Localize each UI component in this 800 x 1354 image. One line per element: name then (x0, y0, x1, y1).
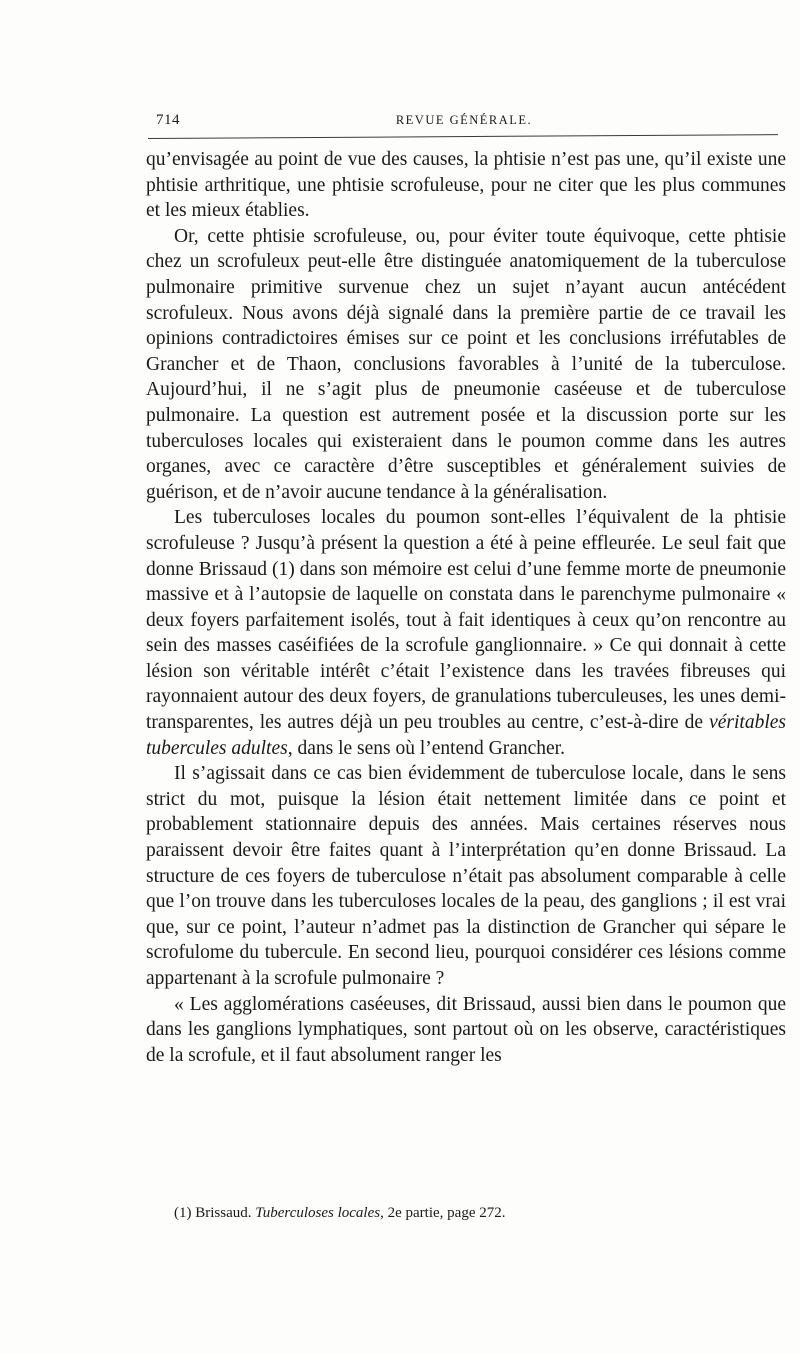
paragraph-4: Il s’agissait dans ce cas bien évidemment de tuberculose locale, dans le sens strict du mot, puisque la lésion était nettement limitée dans ce point et probablement stationnaire depuis des années. Mais certaines réserves nous paraissent devoir être faites quant à l’interprétation qu’en donne Brissaud. La structure de ces foyers de tuberculose n’était pas absolument comparable à celle que l’on trouve dans les tuberculoses locales de la peau, des ganglions ; il est vrai que, sur ce point, l’auteur n’admet pas la distinction de Grancher qui sépare le scrofulome du tubercule. En second lieu, pourquoi considérer ces lésions comme appartenant à la scrofule pulmonaire ? (146, 763, 786, 989)
footnote-reference: (1) (272, 558, 295, 580)
paragraph-3 (146, 505, 786, 761)
paragraph-1: qu’envisagée au point de vue des causes, la phtisie n’est pas une, qu’il existe une phtisie arthritique, une phtisie scrofuleuse, pour ne citer que les plus communes et les mieux établies. (146, 149, 786, 222)
paragraph-3-part-b: dans son mémoire est celui d’une femme morte de pneumonie massive et à l’autopsie de laquelle on constata dans le parenchyme pulmonaire « deux foyers parfaitement isolés, tout à fait identiques à ceux qu’on rencontre au sein des masses caséifiées de la scrofule ganglionnaire. » Ce qui donnait à cette lésion son véritable intérêt c’était l’existence dans les travées fibreuses qui rayonnaient autour des deux foyers, de granulations tuberculeuses, les unes demi-transparentes, les autres déjà un peu troubles au centre, c’est-à-dire de (146, 558, 786, 734)
footnote (174, 1203, 505, 1223)
footnote-title: Tuberculoses locales (255, 1205, 381, 1221)
page-header (148, 112, 780, 136)
paragraph-3-part-a: Les tuberculoses locales du poumon sont-elles l’équivalent de la phtisie scrofuleuse ? Jusqu’à présent la question a été à peine effleurée. Le seul fait que donne Brissaud (146, 507, 786, 580)
body-text (146, 147, 786, 1068)
paragraph-3-part-c: , dans le sens où l’entend Grancher. (287, 737, 565, 759)
paragraph-2: Or, cette phtisie scrofuleuse, ou, pour éviter toute équivoque, cette phtisie chez un scrofuleux peut-elle être distinguée anatomiquement de la tuberculose pulmonaire primitive survenue chez un sujet n’ayant aucun antécédent scrofuleux. Nous avons déjà signalé dans la première partie de ce travail les opinions contradictoires émises sur ce point et les conclusions irréfutables de Grancher et de Thaon, conclusions favorables à l’unité de la tuberculose. Aujourd’hui, il ne s’agit plus de pneumonie caséeuse et de tuberculose pulmonaire. La question est autrement posée et la discussion porte sur les tuberculoses locales qui existeraient dans le poumon comme dans les autres organes, avec ce caractère d’être susceptibles et généralement suivies de guérison, et de n’avoir aucune tendance à la généralisation. (146, 225, 786, 503)
running-title: REVUE GÉNÉRALE. (395, 113, 533, 127)
page-number: 714 (156, 112, 180, 128)
footnote-marker: (1) Brissaud. (174, 1205, 256, 1221)
paragraph-5: « Les agglomérations caséeuses, dit Brissaud, aussi bien dans le poumon que dans les ganglions lymphatiques, sont partout où on les observe, caractéristiques de la scrofule, et il faut absolument ranger les (146, 993, 786, 1066)
footnote-rest: , 2e partie, page 272. (380, 1205, 506, 1221)
paragraph-3-emphasis: véritables tubercules adultes (146, 712, 786, 759)
